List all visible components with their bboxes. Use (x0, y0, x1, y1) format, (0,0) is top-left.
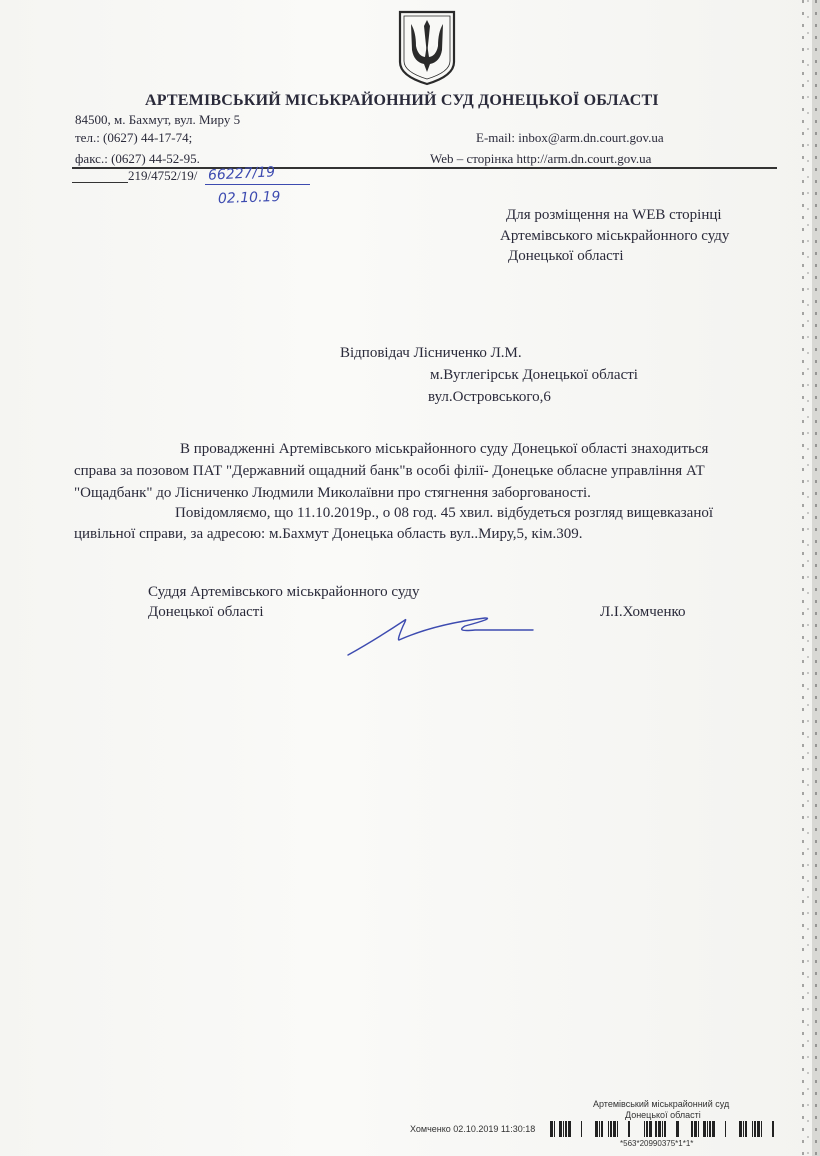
court-name: АРТЕМІВСЬКИЙ МІСЬКРАЙОННИЙ СУД ДОНЕЦЬКОЇ ОБЛАСТІ (145, 92, 659, 109)
judge-title-line-2: Донецької області (148, 604, 264, 620)
scan-edge-artifact (730, 0, 820, 1156)
court-address: 84500, м. Бахмут, вул. Миру 5 (75, 112, 241, 127)
handwritten-outgoing-date: 02.10.19 (217, 188, 281, 208)
judge-name: Л.І.Хомченко (600, 604, 686, 620)
judge-title-line-1: Суддя Артемівського міськрайонного суду (148, 584, 420, 600)
court-website: Web – сторінка http://arm.dn.court.gov.ua (430, 151, 652, 166)
placement-note-line-1: Для розміщення на WEB сторінці (506, 207, 722, 223)
court-email: E-mail: inbox@arm.dn.court.gov.ua (476, 130, 664, 145)
coat-of-arms-icon (398, 10, 456, 86)
reg-number-underline (205, 184, 310, 185)
body-paragraph-2-line-2: цивільної справи, за адресою: м.Бахмут Донецька область вул..Миру,5, кім.309. (74, 526, 583, 542)
placement-note-line-2: Артемівського міськрайонного суду (500, 228, 730, 244)
recipient-name: Відповідач Лісниченко Л.М. (340, 345, 522, 361)
placement-note-line-3: Донецької області (508, 248, 624, 264)
footer-court-stamp-line-1: Артемівський міськрайонний суд (593, 1099, 730, 1109)
body-paragraph-1-line-2: справа за позовом ПАТ "Державний ощадний банк"в особі філії- Донецьке обласне управління АТ (74, 463, 705, 479)
recipient-street: вул.Островського,6 (428, 389, 551, 405)
reg-number-blank (72, 168, 128, 183)
footer-barcode-text: *563*20990375*1*1* (620, 1139, 694, 1148)
footer-court-stamp-line-2: Донецької області (625, 1110, 701, 1120)
handwritten-signature (345, 610, 540, 660)
footer-signed-by: Хомченко 02.10.2019 11:30:18 (410, 1124, 536, 1134)
recipient-city: м.Вуглегірськ Донецької області (430, 367, 638, 383)
body-paragraph-1-line-3: "Ощадбанк" до Лісниченко Людмили Миколаївни про стягнення заборгованості. (74, 485, 591, 501)
handwritten-outgoing-number: 66227/19 (207, 164, 276, 184)
court-fax: факс.: (0627) 44-52-95. (75, 151, 200, 166)
body-paragraph-2-line-1: Повідомляємо, що 11.10.2019р., о 08 год. 45 хвил. відбудеться розгляд вищевказаної (175, 505, 714, 521)
court-phone: тел.: (0627) 44-17-74; (75, 130, 193, 145)
footer-barcode (550, 1121, 785, 1137)
body-paragraph-1-line-1: В провадженні Артемівського міськрайонного суду Донецької області знаходиться (180, 441, 709, 457)
reg-number: 219/4752/19/ (128, 168, 198, 183)
